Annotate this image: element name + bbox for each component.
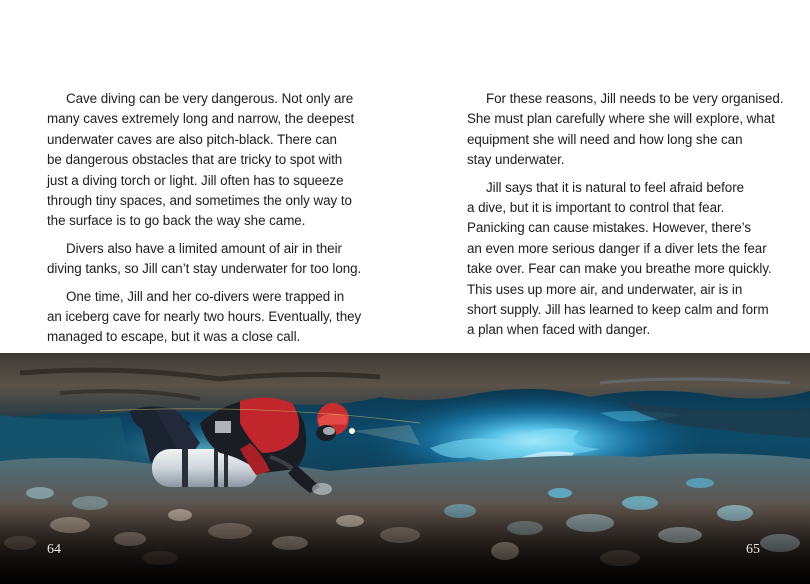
text-line: just a diving torch or light. Jill often has to squeeze <box>47 172 344 188</box>
text-line: stay underwater. <box>467 152 565 168</box>
text-line: underwater caves are also pitch-black. There can <box>47 131 337 147</box>
text-line: a plan when faced with danger. <box>467 322 651 338</box>
text-line: short supply. Jill has learned to keep calm and form <box>467 302 769 318</box>
paragraph-fear <box>467 178 772 341</box>
text-line: many caves extremely long and narrow, the deepest <box>47 111 355 127</box>
paragraph-dangers <box>47 89 355 232</box>
text-line: One time, Jill and her co-divers were trapped in <box>66 288 345 304</box>
paragraph-organised <box>467 89 784 171</box>
text-line: be dangerous obstacles that are tricky to spot with <box>47 152 343 168</box>
text-line: Jill says that it is natural to feel afraid before <box>486 179 745 195</box>
text-line: the surface is to go back the way she came. <box>47 213 306 229</box>
page-number-left: 64 <box>47 542 61 557</box>
text-line: Cave diving can be very dangerous. Not only are <box>66 91 354 106</box>
text-line: Divers also have a limited amount of air in their <box>66 240 342 256</box>
text-line: a dive, but it is important to control that fear. <box>467 200 725 216</box>
text-line: take over. Fear can make you breathe more quickly. <box>467 261 772 277</box>
cave-diver-photo <box>0 353 810 584</box>
page-number-right: 65 <box>746 542 760 557</box>
text-line: diving tanks, so Jill can’t stay underwater for too long. <box>47 261 362 277</box>
paragraph-iceberg-cave <box>47 287 362 348</box>
text-line: managed to escape, but it was a close call. <box>47 329 301 345</box>
text-line: Panicking can cause mistakes. However, there’s <box>467 220 752 236</box>
text-line: For these reasons, Jill needs to be very organised. <box>486 91 784 106</box>
text-line: an iceberg cave for nearly two hours. Eventually, they <box>47 309 362 325</box>
paragraph-air-supply <box>47 239 362 280</box>
left-page-text <box>47 89 362 355</box>
text-line: She must plan carefully where she will explore, what <box>467 111 775 127</box>
text-line: This uses up more air, and underwater, air is in <box>467 281 743 297</box>
right-page-text <box>467 89 784 348</box>
text-line: an even more serious danger if a diver lets the fear <box>467 240 767 256</box>
text-line: equipment she will need and how long she can <box>467 131 743 147</box>
cave-diver-illustration <box>0 353 810 584</box>
text-line: through tiny spaces, and sometimes the only way to <box>47 193 352 209</box>
